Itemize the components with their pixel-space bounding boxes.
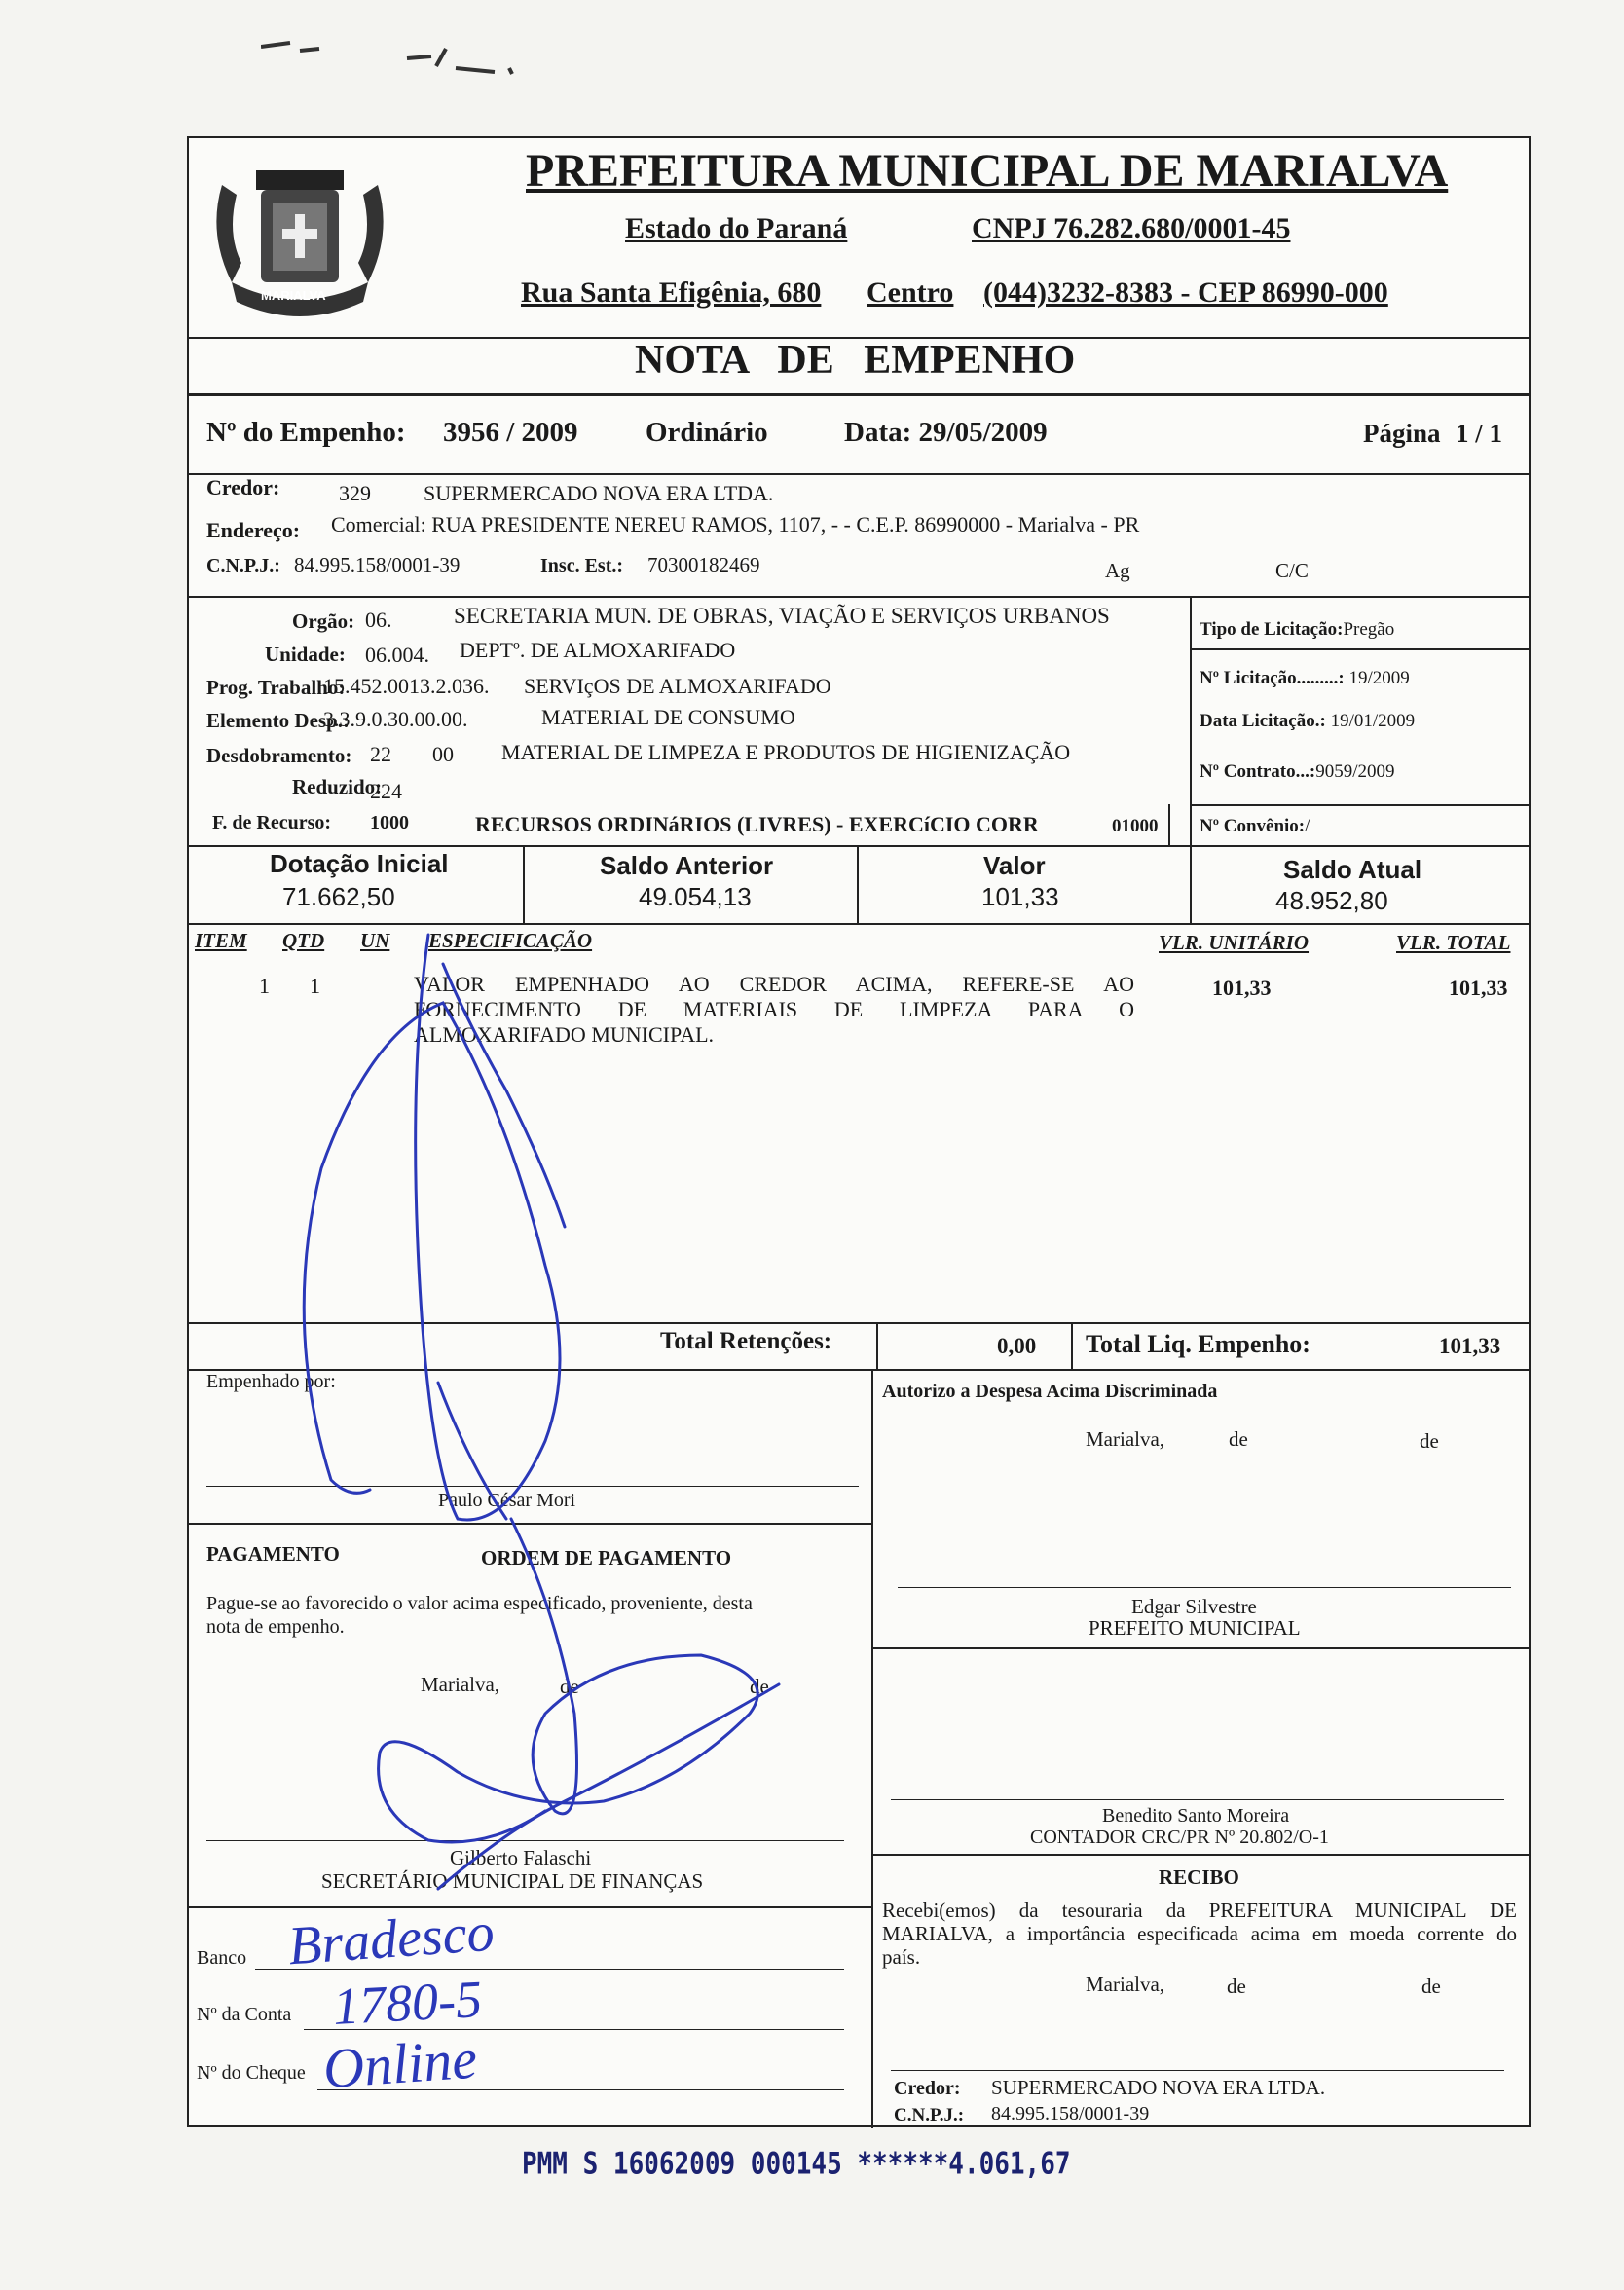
item-qtd: 1	[310, 974, 320, 998]
valor-label: Valor	[983, 851, 1046, 880]
item-vlr-total: 101,33	[1449, 976, 1508, 1000]
elem-code: 3.3.9.0.30.00.00.	[323, 707, 468, 731]
cheque-handwritten: Online	[320, 2026, 479, 2101]
credor-code: 329	[339, 481, 371, 505]
prefeito-name: Edgar Silvestre	[1131, 1595, 1257, 1618]
reduzido-label: Reduzido:	[292, 775, 383, 798]
conta-handwritten: 1780-5	[331, 1970, 484, 2036]
prefeito-role: PREFEITO MUNICIPAL	[1089, 1616, 1301, 1640]
total-retencoes-label: Total Retenções:	[660, 1328, 832, 1354]
doc-title: NOTA DE EMPENHO	[635, 338, 1076, 383]
recibo-city: Marialva,	[1086, 1973, 1165, 1996]
footer-stamp: PMM S 16062009 000145 ******4.061,67	[522, 2147, 1071, 2182]
credor-insc-label: Insc. Est.:	[540, 555, 624, 576]
pagamento-de2: de	[750, 1675, 769, 1698]
item-description	[414, 972, 1134, 1048]
col-item: ITEM	[195, 929, 247, 952]
autorizo-city: Marialva,	[1086, 1427, 1165, 1451]
credor-cnpj: 84.995.158/0001-39	[294, 553, 461, 576]
credor-ag: Ag	[1105, 559, 1130, 582]
item-desc-line1: VALOR EMPENHADO AO CREDOR ACIMA, REFERE-SE AO	[414, 972, 1134, 996]
credor-cc: C/C	[1275, 559, 1309, 582]
recibo-credor-name: SUPERMERCADO NOVA ERA LTDA.	[991, 2076, 1326, 2099]
autorizo-de2: de	[1420, 1429, 1439, 1453]
unidade-name: DEPTº. DE ALMOXARIFADO	[460, 638, 736, 662]
header-district: Centro	[867, 277, 954, 309]
contrato-label: Nº Contrato...:9059/2009	[1200, 761, 1395, 782]
scan-marks	[261, 39, 514, 96]
recurso-end: 01000	[1112, 816, 1159, 836]
item-desc-line3: ALMOXARIFADO MUNICIPAL.	[414, 1022, 715, 1047]
empenho-number: 3956 / 2009	[443, 417, 578, 448]
banco-handwritten: Bradesco	[286, 1902, 497, 1977]
item-number: 1	[259, 974, 270, 998]
saldo-atual-value: 48.952,80	[1275, 886, 1388, 915]
credor-cnpj-label: C.N.P.J.:	[206, 555, 280, 576]
total-liq-label: Total Liq. Empenho:	[1086, 1330, 1310, 1358]
col-un: UN	[360, 929, 390, 952]
empenho-type: Ordinário	[646, 417, 768, 448]
empenhado-label: Empenhado por:	[206, 1371, 336, 1392]
autorizo-de1: de	[1229, 1427, 1248, 1451]
col-vlr-unit: VLR. UNITÁRIO	[1159, 931, 1310, 954]
empenho-label: Nº do Empenho:	[206, 417, 406, 448]
recibo-line1: Recebi(emos) da tesouraria da PREFEITURA MUNICIPAL DE	[882, 1899, 1517, 1922]
total-liq-value: 101,33	[1439, 1334, 1501, 1358]
recibo-line2: MARIALVA, a importância especificada acima em moeda corrente do	[882, 1922, 1517, 1945]
recibo-de1: de	[1227, 1975, 1246, 1998]
secretario-role: SECRETÁRIO MUNICIPAL DE FINANÇAS	[321, 1869, 704, 1893]
recibo-cnpj: 84.995.158/0001-39	[991, 2103, 1150, 2124]
prog-label: Prog. Trabalho:	[206, 676, 346, 699]
col-vlr-total: VLR. TOTAL	[1396, 931, 1511, 954]
elem-label: Elemento Desp.:	[206, 709, 350, 732]
elem-name: MATERIAL DE CONSUMO	[541, 705, 795, 729]
credor-address: Comercial: RUA PRESIDENTE NEREU RAMOS, 1107, - - C.E.P. 86990000 - Marialva - PR	[331, 512, 1140, 536]
recibo-text	[882, 1899, 1517, 1969]
autorizo-label: Autorizo a Despesa Acima Discriminada	[882, 1381, 1218, 1402]
empenho-date: Data: 29/05/2009	[844, 417, 1048, 448]
ordem-pagamento-label: ORDEM DE PAGAMENTO	[481, 1546, 732, 1570]
dotacao-value: 71.662,50	[282, 882, 395, 911]
recurso-code: 1000	[370, 812, 409, 833]
header-address: Rua Santa Efigênia, 680	[521, 277, 822, 309]
municipal-crest-icon	[203, 146, 397, 331]
prog-code: 15.452.0013.2.036.	[323, 674, 490, 698]
header-cnpj: CNPJ 76.282.680/0001-45	[972, 212, 1291, 244]
pagamento-text1: Pague-se ao favorecido o valor acima especificado, proveniente, desta	[206, 1593, 753, 1614]
col-espec: ESPECIFICAÇÃO	[428, 929, 593, 952]
recibo-de2: de	[1421, 1975, 1441, 1998]
unidade-code: 06.004.	[365, 643, 429, 667]
recurso-label: F. de Recurso:	[212, 812, 332, 833]
licitacao-num-label: Nº Licitação.........: 19/2009	[1200, 668, 1410, 688]
desd-label: Desdobramento:	[206, 744, 352, 767]
page-label: Página	[1363, 419, 1441, 448]
credor-insc: 70300182469	[647, 553, 760, 576]
saldo-anterior-label: Saldo Anterior	[600, 851, 774, 880]
dotacao-label: Dotação Inicial	[270, 849, 449, 878]
header-phone-cep: (044)3232-8383 - CEP 86990-000	[983, 277, 1388, 309]
crest-banner-text: MARIALVA	[261, 288, 326, 303]
col-qtd: QTD	[282, 929, 325, 952]
contador-name: Benedito Santo Moreira	[1102, 1805, 1290, 1827]
cheque-label: Nº do Cheque	[197, 2062, 306, 2084]
pagamento-de1: de	[560, 1675, 579, 1698]
orgao-code: 06.	[365, 608, 392, 632]
credor-label: Credor:	[206, 475, 280, 499]
licitacao-tipo-label: Tipo de Licitação:Pregão	[1200, 619, 1395, 640]
desd-name: MATERIAL DE LIMPEZA E PRODUTOS DE HIGIENIZAÇÃO	[501, 740, 1071, 764]
orgao-label: Orgão:	[292, 609, 355, 633]
desd-b: 00	[432, 742, 454, 766]
reduzido-value: 224	[370, 779, 402, 803]
pagamento-text2: nota de empenho.	[206, 1616, 345, 1638]
item-desc-line2: FORNECIMENTO DE MATERIAIS DE LIMPEZA PARA O	[414, 997, 1134, 1021]
credor-name: SUPERMERCADO NOVA ERA LTDA.	[424, 481, 774, 505]
saldo-atual-label: Saldo Atual	[1283, 855, 1422, 884]
conta-label: Nº da Conta	[197, 2004, 292, 2025]
recibo-label: RECIBO	[1159, 1865, 1239, 1889]
recibo-cnpj-label: C.N.P.J.:	[894, 2105, 965, 2125]
orgao-name: SECRETARIA MUN. DE OBRAS, VIAÇÃO E SERVIÇOS URBANOS	[454, 604, 1110, 628]
credor-address-label: Endereço:	[206, 518, 301, 542]
convenio-label: Nº Convênio:/	[1200, 816, 1310, 836]
valor-value: 101,33	[981, 882, 1059, 911]
item-vlr-unit: 101,33	[1212, 976, 1272, 1000]
header-state: Estado do Paraná	[625, 212, 848, 244]
contador-role: CONTADOR CRC/PR Nº 20.802/O-1	[1030, 1827, 1329, 1848]
recibo-line3: país.	[882, 1945, 921, 1969]
empenhado-name: Paulo César Mori	[438, 1490, 576, 1511]
total-retencoes-value: 0,00	[997, 1334, 1037, 1358]
banco-label: Banco	[197, 1947, 247, 1969]
unidade-label: Unidade:	[265, 643, 346, 666]
header-title: PREFEITURA MUNICIPAL DE MARIALVA	[526, 145, 1449, 197]
recurso-name: RECURSOS ORDINáRIOS (LIVRES) - EXERCíCIO CORR	[475, 812, 1039, 836]
prog-name: SERVIçOS DE ALMOXARIFADO	[524, 674, 831, 698]
page-number: 1 / 1	[1456, 419, 1503, 448]
saldo-anterior-value: 49.054,13	[639, 882, 752, 911]
licitacao-data-label: Data Licitação.: 19/01/2009	[1200, 711, 1416, 731]
pagamento-label: PAGAMENTO	[206, 1542, 340, 1566]
desd-a: 22	[370, 742, 391, 766]
recibo-credor-label: Credor:	[894, 2078, 961, 2099]
secretario-name: Gilberto Falaschi	[450, 1846, 592, 1869]
pagamento-city: Marialva,	[421, 1673, 500, 1696]
